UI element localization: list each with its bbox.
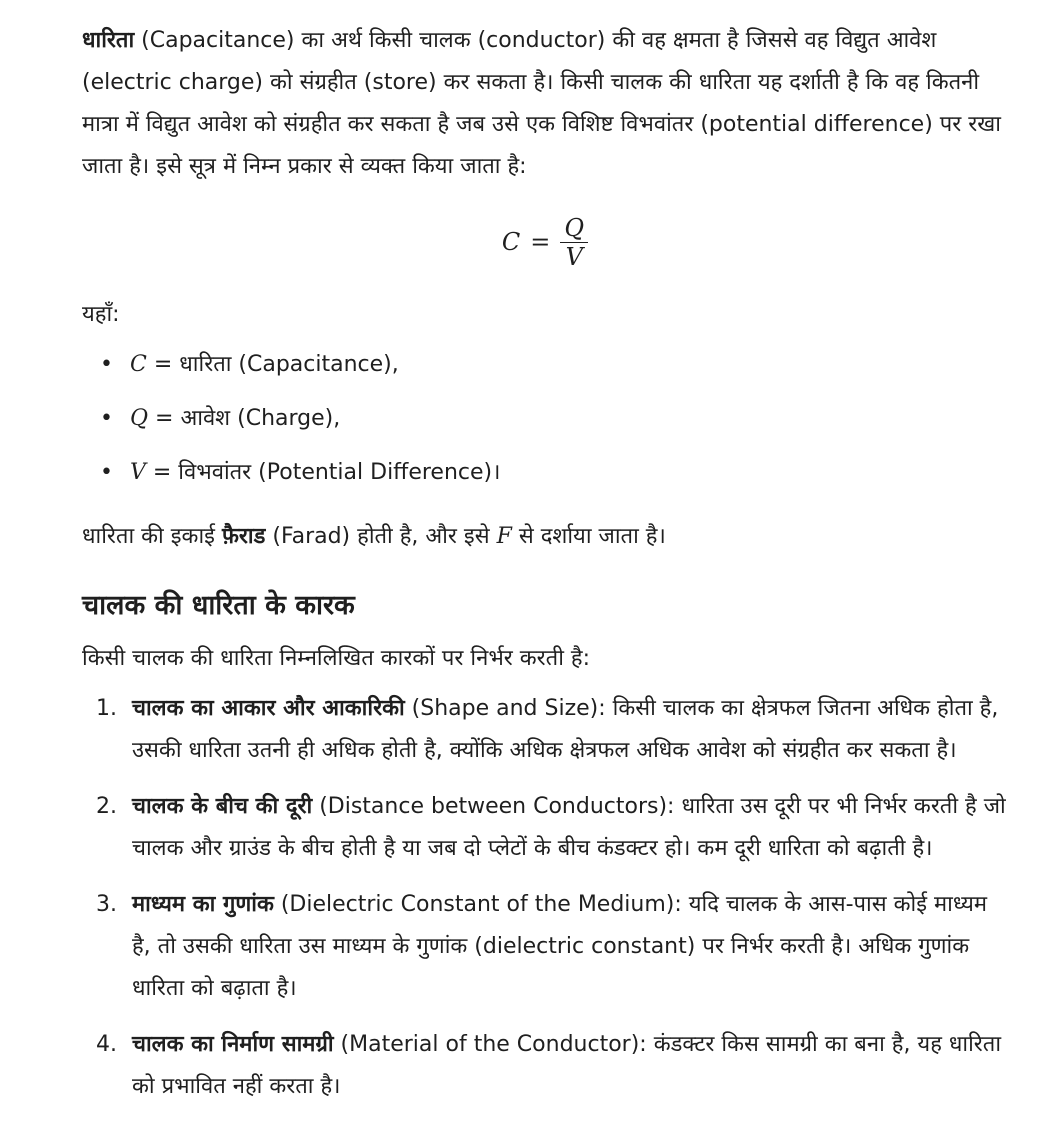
symbol-desc: = विभवांतर (Potential Difference)।: [145, 460, 501, 485]
intro-text: (Capacitance) का अर्थ किसी चालक (conductor) की वह क्षमता है जिससे वह विद्युत आवेश (electric charge) को संग्रहीत (store) कर सकता है। किसी चालक की धारिता यह दर्शाती है कि वह कितनी मात्रा में विद्युत आवेश को संग्रहीत कर सकता है जब उसे एक विशिष्ट विभवांतर (potential difference) पर रखा जाता है। इसे सूत्र में निम्न प्रकार से व्यक्त किया जाता है:: [82, 28, 1001, 179]
section-heading: चालक की धारिता के कारक: [82, 590, 355, 621]
unit-symbol: F: [496, 524, 512, 549]
formula-fraction: [560, 214, 588, 271]
list-item: [82, 452, 1008, 494]
symbol-var: V: [130, 460, 146, 485]
item-number: 4.: [96, 1032, 117, 1057]
intro-term: धारिता: [82, 28, 135, 53]
bullet: •: [100, 406, 113, 431]
symbol-var: C: [130, 352, 147, 377]
item-number: 3.: [96, 892, 117, 917]
factor-text: (Distance between Conductors): धारिता उस दूरी पर भी निर्भर करती है जो चालक और ग्राउंड के बीच होती है या जब दो प्लेटों के बीच कंडक्टर हो। कम दूरी धारिता को बढ़ाती है।: [132, 794, 1006, 861]
symbol-var: Q: [130, 406, 149, 431]
factor-text: (Dielectric Constant of the Medium): यदि चालक के आस-पास कोई माध्यम है, तो उसकी धारिता उस माध्यम के गुणांक (dielectric constant) पर निर्भर करती है। अधिक गुणांक धारिता को बढ़ाता है।: [132, 892, 988, 1001]
formula-lhs: C: [501, 228, 521, 256]
formula-denominator: V: [565, 242, 583, 271]
capacitance-formula: [82, 202, 1008, 282]
list-item: [82, 344, 1008, 386]
factor-text: (Material of the Conductor): कंडक्टर किस सामग्री का बना है, यह धारिता को प्रभावित नहीं करता है।: [132, 1032, 1002, 1099]
bullet: •: [100, 352, 113, 377]
list-item: [82, 688, 1008, 772]
item-number: 1.: [96, 696, 117, 721]
factor-title: चालक का निर्माण सामग्री: [132, 1032, 334, 1057]
list-item: [82, 1024, 1008, 1108]
list-item: [82, 884, 1008, 1010]
factor-title: माध्यम का गुणांक: [132, 892, 274, 917]
formula-equals: =: [530, 228, 551, 256]
factor-title: चालक का आकार और आकारिकी: [132, 696, 405, 721]
unit-paragraph: [82, 516, 1008, 558]
unit-middle: (Farad) होती है, और इसे: [265, 524, 497, 549]
item-number: 2.: [96, 794, 117, 819]
factor-title: चालक के बीच की दूरी: [132, 794, 313, 819]
factor-text: (Shape and Size): किसी चालक का क्षेत्रफल जितना अधिक होता है, उसकी धारिता उतनी ही अधिक होती है, क्योंकि अधिक क्षेत्रफल अधिक आवेश को संग्रहीत कर सकता है।: [132, 696, 999, 763]
factor-list: [82, 688, 1008, 1108]
symbol-desc: = धारिता (Capacitance),: [146, 352, 399, 377]
unit-prefix: धारिता की इकाई: [82, 524, 222, 549]
symbol-desc: = आवेश (Charge),: [148, 406, 341, 431]
symbol-list: [82, 344, 1008, 494]
intro-paragraph: [82, 20, 1008, 188]
section-intro: किसी चालक की धारिता निम्नलिखित कारकों पर निर्भर करती है:: [82, 646, 590, 671]
unit-name: फ़ैराड: [221, 524, 266, 549]
list-item: [82, 786, 1008, 870]
where-label: यहाँ:: [82, 302, 120, 327]
bullet: •: [100, 460, 113, 485]
unit-suffix: से दर्शाया जाता है।: [511, 524, 666, 549]
list-item: [82, 398, 1008, 440]
formula-numerator: Q: [560, 214, 588, 243]
